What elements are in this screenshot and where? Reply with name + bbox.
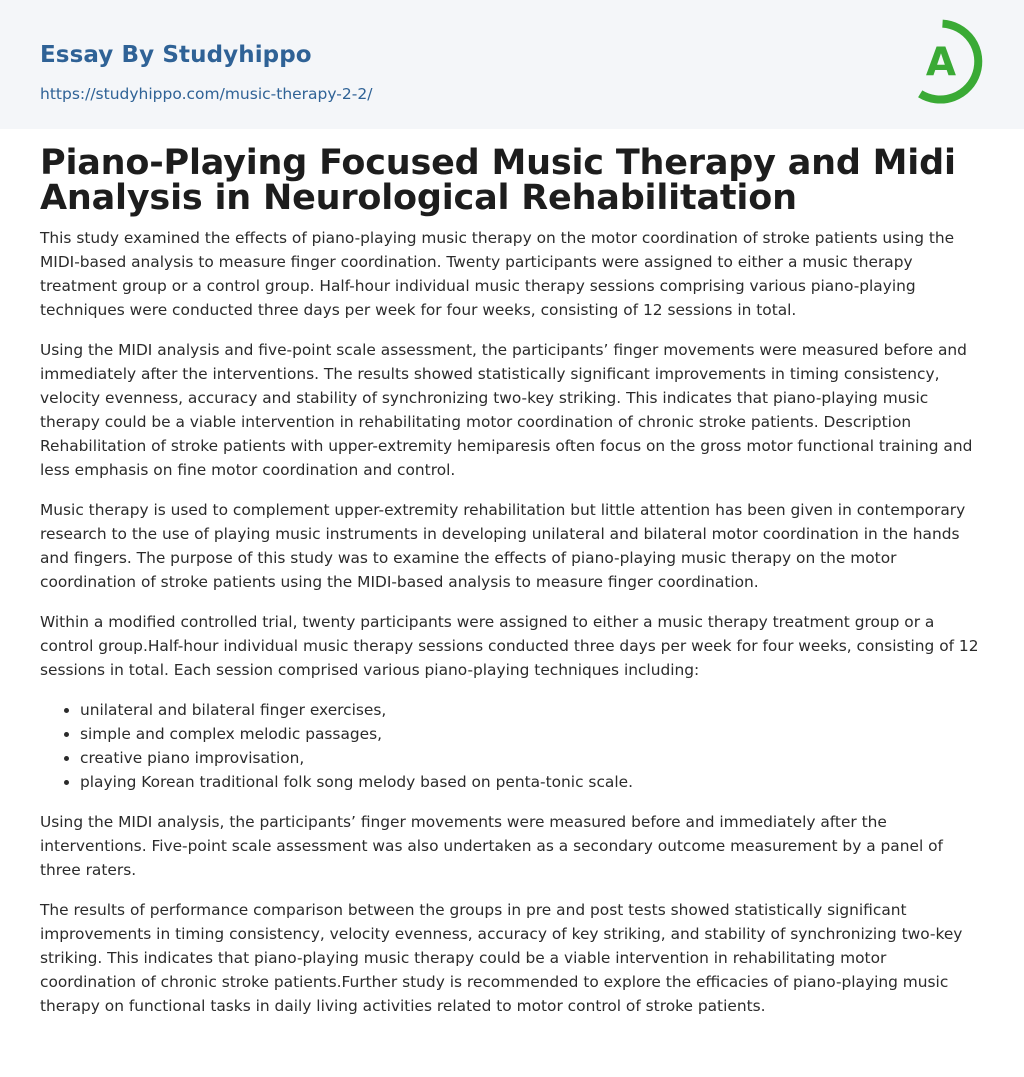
paragraph: Music therapy is used to complement upper-extremity rehabilitation but little attention has been given in contemporary research to the use of playing music instruments in developing unilateral and bilateral motor coordination in the hands and fingers. The purpose of this study was to examine the effects of piano-playing music therapy on the motor coordination of stroke patients using the MIDI-based analysis to measure finger coordination. <box>40 501 966 591</box>
studyhippo-logo-icon[interactable] <box>912 19 986 105</box>
site-header <box>0 0 1024 129</box>
list-item: • unilateral and bilateral finger exercises, <box>80 698 984 722</box>
paragraph: Within a modified controlled trial, twenty participants were assigned to either a music therapy treatment group or a control group.Half-hour individual music therapy sessions conducted three days per week for four weeks, consisting of 12 sessions in total. Each session comprised various piano-playing techniques including: <box>40 613 979 679</box>
site-brand[interactable]: Essay By Studyhippo <box>40 42 312 68</box>
article <box>40 143 984 1034</box>
paragraph: This study examined the effects of piano-playing music therapy on the motor coordination of stroke patients using the MIDI-based analysis to measure finger coordination. Twenty participants were assigned to either a music therapy treatment group or a control group. Half-hour individual music therapy sessions comprising various piano-playing techniques were conducted three days per week for four weeks, consisting of 12 sessions in total. <box>40 229 955 319</box>
list-item: • creative piano improvisation, <box>80 746 984 770</box>
list-item: • simple and complex melodic passages, <box>80 722 984 746</box>
source-url-link[interactable]: https://studyhippo.com/music-therapy-2-2/ <box>40 85 373 103</box>
logo-letter: A <box>925 40 957 85</box>
paragraph: The results of performance comparison between the groups in pre and post tests showed statistically significant improvements in timing consistency, velocity evenness, accuracy of key striking, and stability of synchronizing two-key striking. This indicates that piano-playing music therapy could be a viable intervention in rehabilitating motor coordination of chronic stroke patients.Further study is recommended to explore the efficacies of piano-playing music therapy on functional tasks in daily living activities related to motor control of stroke patients. <box>40 901 963 1015</box>
techniques-list <box>40 698 984 794</box>
article-title: Piano-Playing Focused Music Therapy and Midi Analysis in Neurological Rehabilitation <box>40 143 956 218</box>
paragraph: Using the MIDI analysis and five-point scale assessment, the participants’ finger movements were measured before and immediately after the interventions. The results showed statistically significant improvements in timing consistency, velocity evenness, accuracy and stability of synchronizing two-key striking. This indicates that piano-playing music therapy could be a viable intervention in rehabilitating motor coordination of chronic stroke patients. Description Rehabilitation of stroke patients with upper-extremity hemiparesis often focus on the gross motor functional training and less emphasis on fine motor coordination and control. <box>40 341 973 479</box>
paragraph: Using the MIDI analysis, the participants’ finger movements were measured before and immediately after the interventions. Five-point scale assessment was also undertaken as a secondary outcome measurement by a panel of three raters. <box>40 813 943 879</box>
list-item: • playing Korean traditional folk song melody based on penta-tonic scale. <box>80 770 984 794</box>
